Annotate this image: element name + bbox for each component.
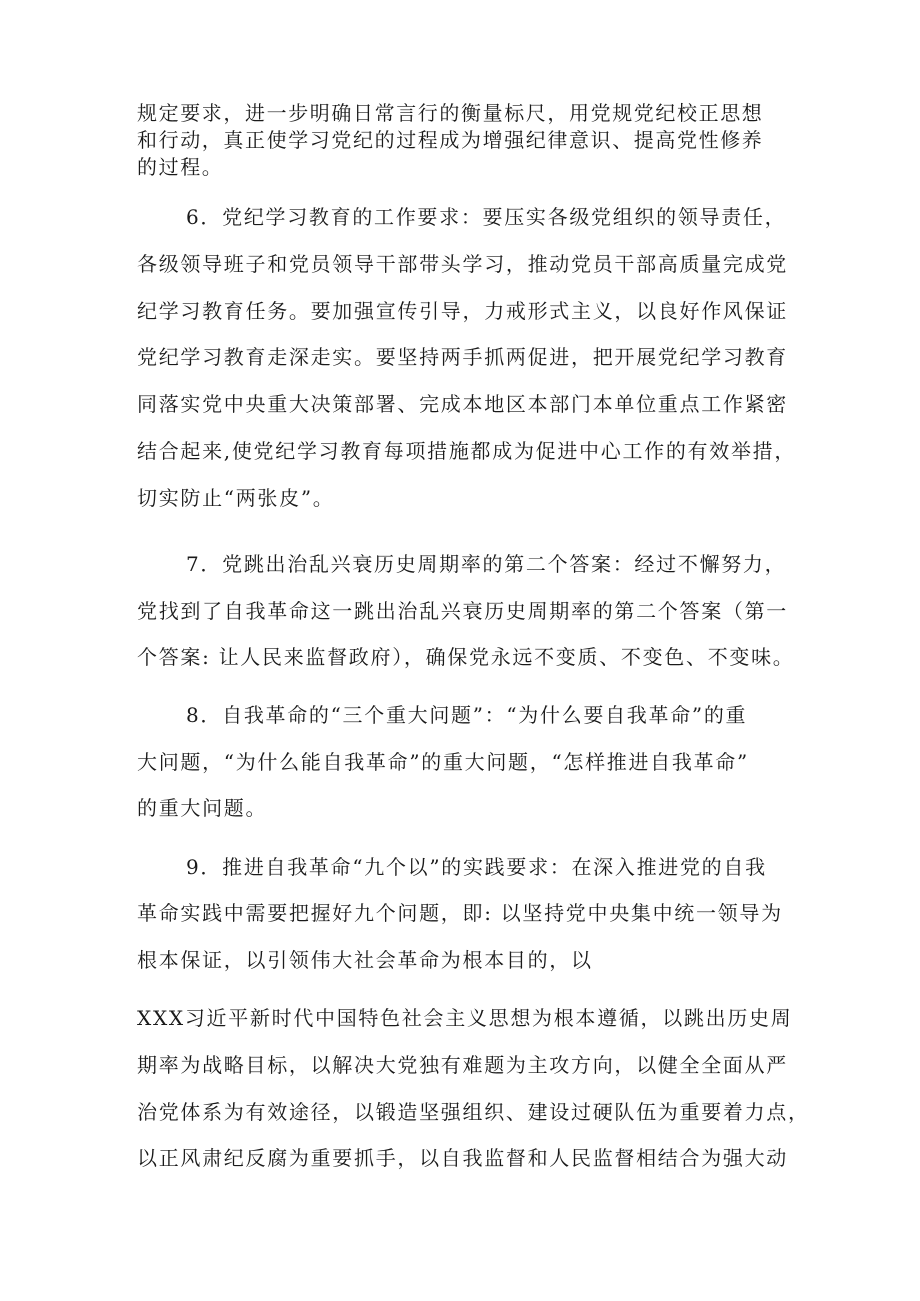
text-line: 革命实践中需要把握好九个问题，即: 以坚持党中央集中统一领导为 [137,901,783,925]
text-line: 纪学习教育任务。要加强宣传引导，力戒形式主义，以良好作风保证 [137,299,788,323]
text-line: 结合起来,使党纪学习教育每项措施都成为促进中心工作的有效举措， [137,439,797,463]
text-line: 6．党纪学习教育的工作要求：要压实各级党组织的领导责任， [186,205,787,229]
text-line: 9．推进自我革命“九个以”的实践要求：在深入推进党的自我 [186,855,767,879]
text-line: 的重大问题。 [137,796,268,820]
text-line: 党纪学习教育走深走实。要坚持两手抓两促进，把开展党纪学习教育 [137,345,788,369]
text-line: 期率为战略目标，以解决大党独有难题为主攻方向，以健全全面从严 [137,1053,788,1077]
text-line: 同落实党中央重大决策部署、完成本地区本部门本单位重点工作紧密 [137,392,788,416]
text-line: 根本保证，以引领伟大社会革命为根本目的，以 [137,948,593,972]
text-line: 切实防止“两张皮”。 [137,486,335,510]
text-line: 规定要求，进一步明确日常言行的衡量标尺，用党规党纪校正思想 [137,101,764,125]
text-line: 个答案: 让人民来监督政府），确保党永远不变质、不变色、不变味。 [137,645,795,669]
text-line: 各级领导班子和党员领导干部带头学习，推动党员干部高质量完成党 [137,252,788,276]
text-line: 大问题，“为什么能自我革命”的重大问题，“怎样推进自我革命” [137,750,749,774]
text-line: 的过程。 [137,155,224,179]
text-line: 8．自我革命的“三个重大问题”：“为什么要自我革命”的重 [186,703,748,727]
text-line: 和行动，真正使学习党纪的过程成为增强纪律意识、提高党性修养 [137,128,764,152]
text-line: XXX习近平新时代中国特色社会主义思想为根本遵循，以跳出历史周 [137,1006,793,1030]
text-line: 以正风肃纪反腐为重要抓手，以自我监督和人民监督相结合为强大动 [137,1146,788,1170]
text-line: 7．党跳出治乱兴衰历史周期率的第二个答案：经过不懈努力， [186,552,787,576]
text-line: 党找到了自我革命这一跳出治乱兴衰历史周期率的第二个答案（第一 [137,599,788,623]
text-line: 治党体系为有效途径，以锻造坚强组织、建设过硬队伍为重要着力点， [137,1100,810,1124]
